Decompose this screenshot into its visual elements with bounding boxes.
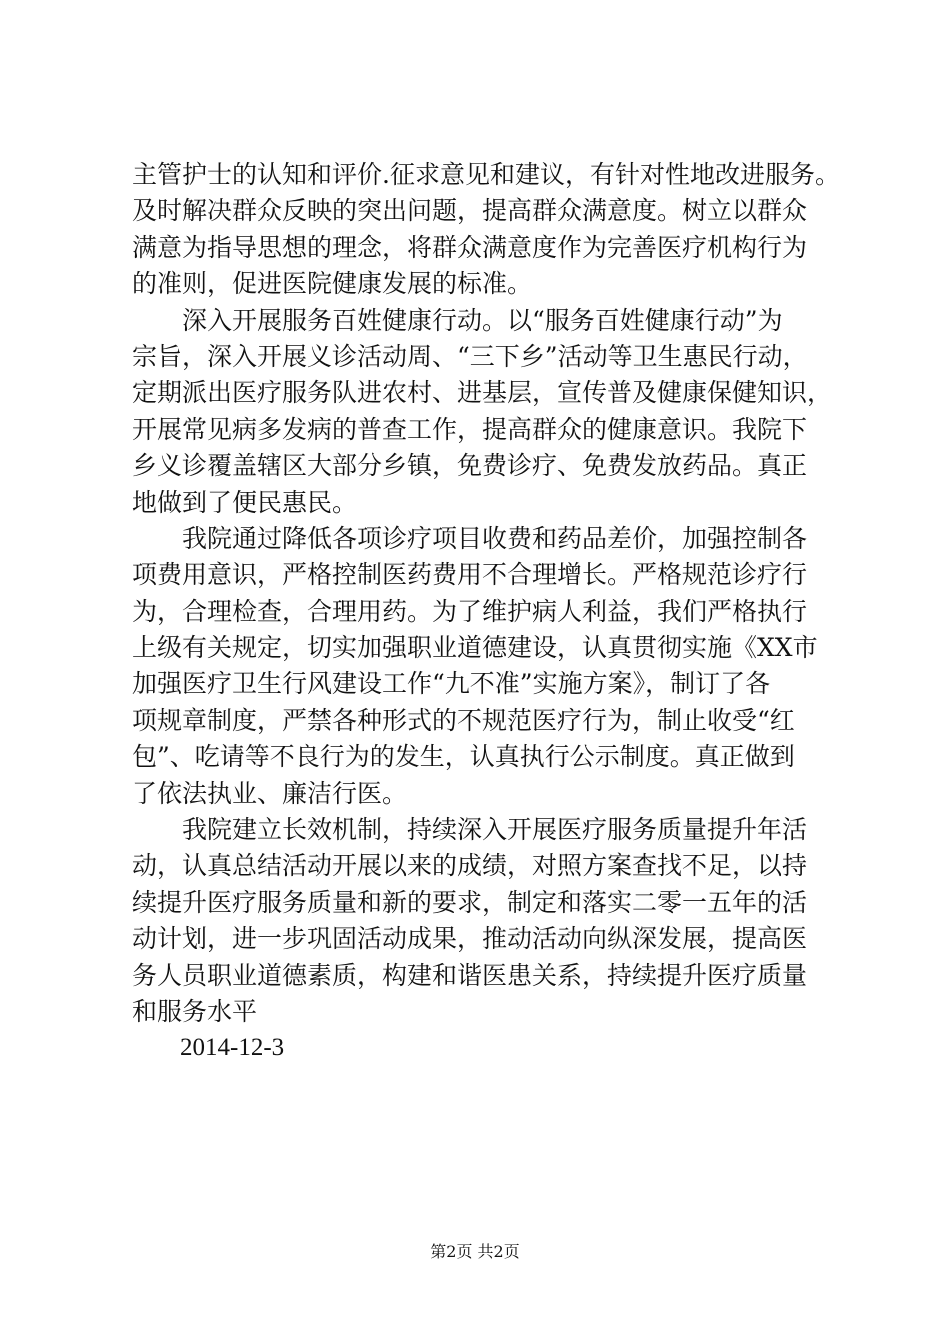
text-line: 续提升医疗服务质量和新的要求，制定和落实二零一五年的活	[132, 887, 808, 917]
text-line: 了依法执业、廉洁行医。	[132, 778, 408, 808]
text-line: 宗旨，深入开展义诊活动周、“三下乡”活动等卫生惠民行动，	[132, 341, 808, 371]
text-line: 上级有关规定，切实加强职业道德建设，认真贯彻实施《XX市	[132, 633, 818, 663]
text-line: 满意为指导思想的理念，将群众满意度作为完善医疗机构行为	[132, 232, 808, 262]
text-line: 主管护士的认知和评价.征求意见和建议，有针对性地改进服务。	[132, 160, 840, 189]
paragraph-first-line: 我院建立长效机制，持续深入开展医疗服务质量提升年活	[182, 815, 808, 845]
text-line: 动计划，进一步巩固活动成果，推动活动向纵深发展，提高医	[132, 924, 808, 954]
text-line: 包”、吃请等不良行为的发生，认真执行公示制度。真正做到	[132, 742, 795, 772]
text-line: 及时解决群众反映的突出问题，提高群众满意度。树立以群众	[132, 196, 808, 226]
text-line: 项规章制度，严禁各种形式的不规范医疗行为，制止收受“红	[132, 705, 795, 735]
text-line: 为，合理检查，合理用药。为了维护病人利益，我们严格执行	[132, 596, 808, 626]
text-line: 的准则，促进医院健康发展的标准。	[132, 269, 533, 299]
document-date: 2014-12-3	[180, 1034, 285, 1062]
text-line: 地做到了便民惠民。	[132, 487, 358, 517]
text-line: 务人员职业道德素质，构建和谐医患关系，持续提升医疗质量	[132, 960, 808, 990]
text-line: 开展常见病多发病的普查工作，提高群众的健康意识。我院下	[132, 414, 808, 444]
paragraph-first-line: 我院通过降低各项诊疗项目收费和药品差价，加强控制各	[182, 523, 808, 553]
text-line: 定期派出医疗服务队进农村、进基层，宣传普及健康保健知识，	[132, 378, 833, 408]
paragraph-first-line: 深入开展服务百姓健康行动。以“服务百姓健康行动”为	[182, 305, 783, 335]
text-line: 和服务水平	[132, 996, 258, 1026]
text-line: 项费用意识，严格控制医药费用不合理增长。严格规范诊疗行	[132, 560, 808, 590]
body-text	[132, 157, 840, 1067]
text-line: 乡义诊覆盖辖区大部分乡镇，免费诊疗、免费发放药品。真正	[132, 451, 808, 481]
text-line: 加强医疗卫生行风建设工作“九不准”实施方案》，制订了各	[132, 669, 771, 699]
text-line: 动，认真总结活动开展以来的成绩，对照方案查找不足，以持	[132, 851, 808, 881]
page-number-label: 第2页 共2页	[430, 1242, 520, 1261]
page-footer	[0, 1242, 950, 1262]
